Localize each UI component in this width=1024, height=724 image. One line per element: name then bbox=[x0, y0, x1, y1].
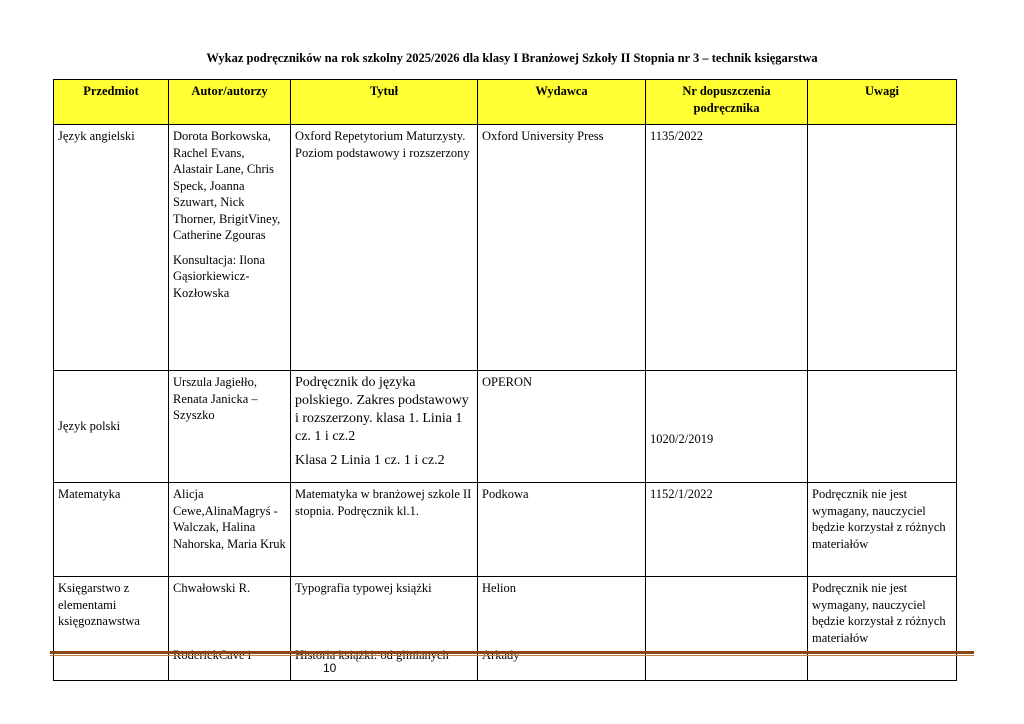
publisher-text: Helion bbox=[482, 581, 517, 595]
publisher-text: Oxford University Press bbox=[482, 129, 604, 143]
cell-notes bbox=[808, 577, 957, 681]
table-header-row bbox=[54, 80, 957, 125]
title-text: Typografia typowej książki bbox=[295, 581, 432, 595]
cell-publisher bbox=[478, 483, 646, 577]
cell-authors bbox=[169, 125, 291, 371]
header-subject: Przedmiot bbox=[54, 80, 169, 125]
cell-subject bbox=[54, 577, 169, 681]
approval-text: 1135/2022 bbox=[650, 129, 704, 143]
authors-text: Alicja Cewe,AlinaMagryś - Walczak, Halina Nahorska, Maria Kruk bbox=[173, 487, 286, 551]
table-row bbox=[54, 577, 957, 681]
title-text: Matematyka w branżowej szkole II stopnia. Podręcznik kl.1. bbox=[295, 487, 472, 518]
authors-text: Urszula Jagiełło, Renata Janicka – Szyszko bbox=[173, 375, 258, 422]
cell-subject bbox=[54, 371, 169, 483]
cell-title bbox=[291, 483, 478, 577]
table-row bbox=[54, 483, 957, 577]
authors-text: Chwałowski R. bbox=[173, 581, 251, 595]
cell-approval bbox=[646, 483, 808, 577]
cell-subject bbox=[54, 125, 169, 371]
cell-authors bbox=[169, 483, 291, 577]
table-row bbox=[54, 371, 957, 483]
publisher-text: OPERON bbox=[482, 375, 533, 389]
header-publisher: Wydawca bbox=[478, 80, 646, 125]
table-row bbox=[54, 125, 957, 371]
cell-publisher bbox=[478, 577, 646, 681]
header-title: Tytuł bbox=[291, 80, 478, 125]
title-extra-text: Klasa 2 Linia 1 cz. 1 i cz.2 bbox=[295, 453, 445, 468]
subject-text: Język polski bbox=[58, 419, 121, 434]
notes-text: Podręcznik nie jest wymagany, nauczyciel będzie korzystał z różnych materiałów bbox=[812, 487, 946, 551]
cell-approval bbox=[646, 577, 808, 681]
cell-publisher bbox=[478, 371, 646, 483]
subject-text: Język angielski bbox=[58, 129, 135, 143]
cell-title bbox=[291, 371, 478, 483]
footer-divider-thin bbox=[50, 655, 974, 656]
title-text: Oxford Repetytorium Maturzysty. Poziom podstawowy i rozszerzony bbox=[295, 129, 470, 160]
authors-text: Dorota Borkowska, Rachel Evans, Alastair Lane, Chris Speck, Joanna Szuwart, Nick Thorner, BrigitViney, Catherine Zgouras bbox=[173, 129, 281, 242]
title-text: Podręcznik do języka polskiego. Zakres podstawowy i rozszerzony. klasa 1. Linia 1 cz. 1 i cz.2 bbox=[295, 375, 469, 444]
textbook-table bbox=[53, 79, 957, 681]
cell-notes bbox=[808, 371, 957, 483]
cell-authors bbox=[169, 371, 291, 483]
approval-text: 1020/2/2019 bbox=[650, 431, 714, 446]
cell-publisher bbox=[478, 125, 646, 371]
publisher-text: Podkowa bbox=[482, 487, 529, 501]
cell-authors bbox=[169, 577, 291, 681]
cell-approval bbox=[646, 125, 808, 371]
header-authors: Autor/autorzy bbox=[169, 80, 291, 125]
header-notes: Uwagi bbox=[808, 80, 957, 125]
header-approval: Nr dopuszczenia podręcznika bbox=[646, 80, 808, 125]
approval-text: 1152/1/2022 bbox=[650, 487, 713, 501]
cell-subject bbox=[54, 483, 169, 577]
notes-text: Podręcznik nie jest wymagany, nauczyciel będzie korzystał z różnych materiałów bbox=[812, 581, 946, 645]
cell-title bbox=[291, 125, 478, 371]
cell-notes bbox=[808, 483, 957, 577]
subject-text: Księgarstwo z elementami księgoznawstwa bbox=[58, 581, 140, 628]
document-title: Wykaz podręczników na rok szkolny 2025/2026 dla klasy I Branżowej Szkoły II Stopnia nr 3 – technik księgarstwa bbox=[206, 51, 818, 65]
footer-divider bbox=[50, 651, 974, 654]
authors-extra-text: Konsultacja: Ilona Gąsiorkiewicz-Kozłowska bbox=[173, 252, 265, 300]
page-number: 10 bbox=[323, 661, 337, 675]
cell-approval bbox=[646, 371, 808, 483]
cell-title bbox=[291, 577, 478, 681]
subject-text: Matematyka bbox=[58, 487, 121, 501]
cell-notes bbox=[808, 125, 957, 371]
